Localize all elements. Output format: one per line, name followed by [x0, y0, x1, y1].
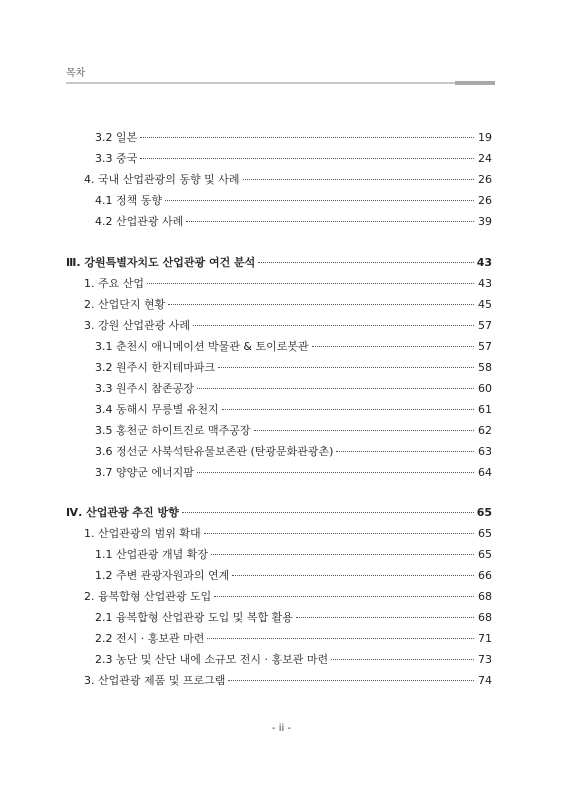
toc-dot-leader [218, 367, 474, 368]
toc-entry-title: Ⅳ. 산업관광 추진 방향 [66, 506, 179, 519]
header-rule [66, 82, 495, 84]
toc-entry-page: 39 [478, 215, 492, 228]
toc-dot-leader [182, 512, 474, 513]
toc-dot-leader [214, 596, 474, 597]
toc-entry-title: 1. 산업관광의 범위 확대 [84, 527, 201, 540]
running-header-label: 목차 [66, 68, 86, 79]
toc-dot-leader [193, 325, 474, 326]
toc-dot-leader [243, 179, 475, 180]
toc-entry-page: 57 [478, 340, 492, 353]
toc-entry-page: 57 [478, 319, 492, 332]
toc-entry-title: 1. 주요 산업 [84, 277, 144, 290]
toc-dot-leader [228, 680, 474, 681]
toc-dot-leader [331, 659, 474, 660]
toc-entry-title: 3. 산업관광 제품 및 프로그램 [84, 674, 226, 687]
toc-entry-title: 1.1 산업관광 개념 확장 [95, 548, 208, 561]
toc-entry[interactable] [95, 569, 492, 583]
toc-entry-page: 61 [478, 403, 492, 416]
toc-entry[interactable] [95, 215, 492, 229]
toc-entry[interactable] [95, 361, 492, 375]
toc-entry-page: 68 [478, 590, 492, 603]
page-number: - ii - [271, 723, 292, 734]
header-rule-accent [455, 81, 495, 85]
toc-entry-page: 43 [476, 256, 492, 269]
toc-entry-page: 26 [478, 173, 492, 186]
toc-entry-page: 45 [478, 298, 492, 311]
toc-dot-leader [147, 283, 474, 284]
toc-entry-title: 3.1 춘천시 애니메이션 박물관 & 토이로봇관 [95, 340, 309, 353]
toc-entry[interactable] [95, 653, 492, 667]
toc-entry-title: 3.3 원주시 참존공장 [95, 382, 194, 395]
toc-entry-page: 74 [478, 674, 492, 687]
toc-entry-page: 62 [478, 424, 492, 437]
toc-entry[interactable] [95, 194, 492, 208]
toc-dot-leader [336, 451, 474, 452]
toc-dot-leader [197, 388, 474, 389]
toc-entry-page: 63 [478, 445, 492, 458]
toc-entry[interactable] [95, 131, 492, 145]
toc-entry-title: 2.3 농단 및 산단 내에 소규모 전시 · 홍보관 마련 [95, 653, 329, 666]
toc-entry-page: 64 [478, 466, 492, 479]
toc-entry-page: 58 [478, 361, 492, 374]
toc-entry-page: 68 [478, 611, 492, 624]
toc-entry-title: 3.4 동해시 무릉별 유천지 [95, 403, 219, 416]
toc-dot-leader [186, 221, 474, 222]
toc-entry[interactable] [95, 340, 492, 354]
toc-dot-leader [211, 554, 474, 555]
toc-entry-page: 26 [478, 194, 492, 207]
toc-entry[interactable] [84, 319, 492, 333]
toc-dot-leader [222, 409, 474, 410]
toc-dot-leader [140, 137, 474, 138]
toc-entry[interactable] [95, 445, 492, 459]
toc-entry[interactable] [95, 548, 492, 562]
toc-entry-title: 3.2 원주시 한지테마파크 [95, 361, 216, 374]
toc-entry[interactable] [95, 152, 492, 166]
toc-entry-page: 19 [478, 131, 492, 144]
toc-dot-leader [258, 262, 474, 263]
toc-entry-page: 73 [478, 653, 492, 666]
toc-dot-leader [168, 304, 474, 305]
toc-entry-title: 3.2 일본 [95, 131, 138, 144]
toc-entry[interactable] [84, 173, 492, 187]
toc-entry-title: 3. 강원 산업관광 사례 [84, 319, 190, 332]
toc-entry[interactable] [84, 674, 492, 688]
toc-entry-title: 2. 융복합형 산업관광 도입 [84, 590, 212, 603]
toc-entry-title: Ⅲ. 강원특별자치도 산업관광 여건 분석 [66, 256, 256, 269]
toc-entry[interactable] [66, 506, 492, 520]
toc-dot-leader [232, 575, 474, 576]
toc-entry-page: 65 [478, 527, 492, 540]
toc-entry-title: 2.2 전시 · 홍보관 마련 [95, 632, 205, 645]
toc-entry-title: 3.7 양양군 에너지팜 [95, 466, 194, 479]
toc-entry-title: 3.5 홍천군 하이트진로 맥주공장 [95, 424, 251, 437]
toc-dot-leader [140, 158, 474, 159]
toc-entry-page: 43 [478, 277, 492, 290]
toc-entry-page: 65 [476, 506, 492, 519]
toc-entry-title: 4. 국내 산업관광의 동향 및 사례 [84, 173, 240, 186]
toc-entry[interactable] [95, 424, 492, 438]
toc-entry-title: 3.6 정선군 사북석탄유물보존관 (탄광문화관광촌) [95, 445, 334, 458]
toc-dot-leader [254, 430, 475, 431]
toc-entry[interactable] [66, 256, 492, 270]
toc-entry[interactable] [95, 382, 492, 396]
toc-entry[interactable] [95, 466, 492, 480]
toc-entry[interactable] [84, 277, 492, 291]
toc-entry[interactable] [95, 611, 492, 625]
toc-entry[interactable] [84, 527, 492, 541]
toc-entry-page: 66 [478, 569, 492, 582]
toc-entry-title: 4.1 정책 동향 [95, 194, 162, 207]
toc-entry-title: 3.3 중국 [95, 152, 138, 165]
toc-entry[interactable] [84, 590, 492, 604]
toc-entry-page: 24 [478, 152, 492, 165]
toc-dot-leader [312, 346, 474, 347]
toc-entry-page: 60 [478, 382, 492, 395]
toc-dot-leader [207, 638, 474, 639]
toc-entry-page: 65 [478, 548, 492, 561]
toc-entry-title: 2.1 융복합형 산업관광 도입 및 복합 활용 [95, 611, 293, 624]
toc-dot-leader [296, 617, 474, 618]
toc-entry[interactable] [95, 632, 492, 646]
toc-entry-title: 2. 산업단지 현황 [84, 298, 166, 311]
toc-entry-title: 4.2 산업관광 사례 [95, 215, 184, 228]
toc-dot-leader [197, 472, 474, 473]
toc-entry[interactable] [84, 298, 492, 312]
toc-dot-leader [204, 533, 474, 534]
toc-entry-title: 1.2 주변 관광자원과의 연계 [95, 569, 230, 582]
toc-entry[interactable] [95, 403, 492, 417]
toc-entry-page: 71 [478, 632, 492, 645]
toc-dot-leader [165, 200, 474, 201]
